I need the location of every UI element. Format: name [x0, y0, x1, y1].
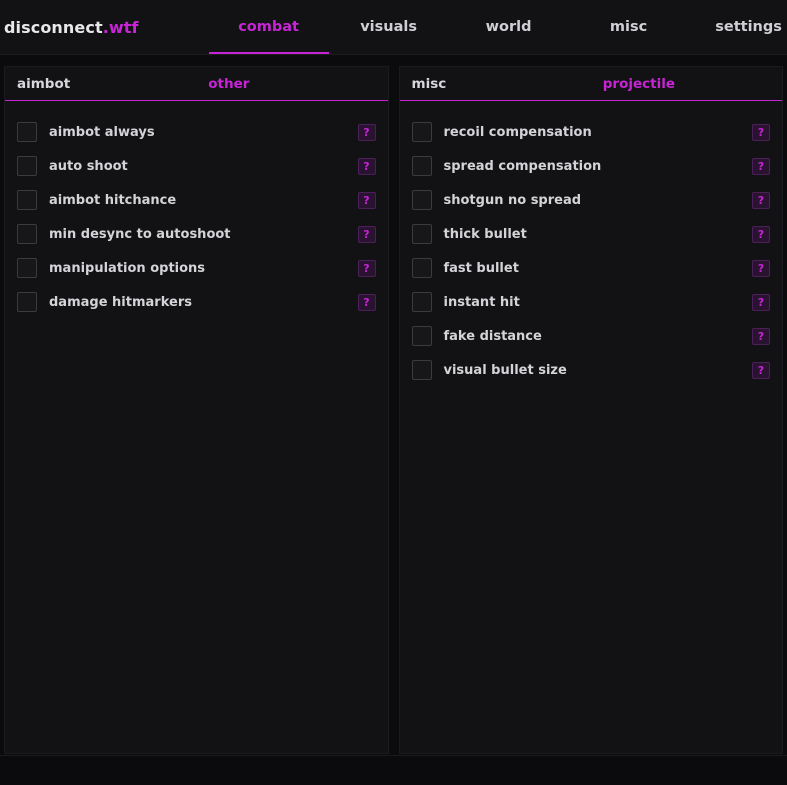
tab-visuals-label: visuals — [360, 19, 417, 35]
list-item[interactable] — [400, 353, 783, 387]
tab-misc[interactable] — [569, 0, 689, 54]
checkbox-damage-hitmarkers[interactable] — [17, 292, 37, 312]
brand-suffix: .wtf — [102, 17, 139, 37]
list-item[interactable] — [5, 285, 388, 319]
panels-container — [0, 56, 787, 785]
list-item-label: instant hit — [443, 294, 520, 310]
help-icon[interactable]: ? — [358, 158, 376, 175]
subtab-projectile[interactable] — [591, 67, 782, 100]
help-icon[interactable]: ? — [752, 192, 770, 209]
checkbox-min-desync-to-autoshoot[interactable] — [17, 224, 37, 244]
help-icon[interactable]: ? — [752, 226, 770, 243]
list-item[interactable] — [400, 217, 783, 251]
subtab-projectile-label: projectile — [602, 75, 675, 92]
list-item-label: min desync to autoshoot — [49, 226, 231, 242]
list-item-label: visual bullet size — [443, 362, 567, 378]
tab-world[interactable] — [449, 0, 569, 54]
list-item[interactable] — [5, 115, 388, 149]
list-item[interactable] — [400, 285, 783, 319]
subtab-misc[interactable] — [400, 67, 591, 100]
tab-combat-label: combat — [238, 19, 299, 35]
help-icon[interactable]: ? — [358, 192, 376, 209]
list-item-label: recoil compensation — [443, 124, 592, 140]
list-item-label: auto shoot — [49, 158, 128, 174]
left-panel-body — [5, 101, 388, 753]
list-item-label: shotgun no spread — [443, 192, 582, 208]
checkbox-recoil-compensation[interactable] — [412, 122, 432, 142]
checkbox-fake-distance[interactable] — [412, 326, 432, 346]
checkbox-auto-shoot[interactable] — [17, 156, 37, 176]
help-icon[interactable]: ? — [752, 158, 770, 175]
checkbox-fast-bullet[interactable] — [412, 258, 432, 278]
tab-settings-label: settings — [715, 19, 782, 35]
checkbox-spread-compensation[interactable] — [412, 156, 432, 176]
help-icon[interactable]: ? — [752, 294, 770, 311]
checkbox-shotgun-no-spread[interactable] — [412, 190, 432, 210]
subtab-other[interactable] — [196, 67, 387, 100]
help-icon[interactable]: ? — [752, 260, 770, 277]
tab-world-label: world — [485, 19, 532, 35]
right-panel — [399, 66, 784, 754]
subtab-other-label: other — [208, 75, 250, 92]
help-icon[interactable]: ? — [752, 124, 770, 141]
list-item-label: aimbot always — [49, 124, 155, 140]
right-panel-tabs — [400, 67, 783, 101]
tab-settings[interactable] — [689, 0, 787, 54]
list-item[interactable] — [5, 251, 388, 285]
brand-main: disconnect — [4, 17, 103, 37]
list-item[interactable] — [5, 217, 388, 251]
list-item-label: aimbot hitchance — [49, 192, 177, 208]
list-item-label: manipulation options — [49, 260, 206, 276]
tab-misc-label: misc — [609, 19, 648, 35]
checkbox-aimbot-hitchance[interactable] — [17, 190, 37, 210]
list-item-label: fast bullet — [443, 260, 519, 276]
bottom-bar — [0, 755, 787, 785]
help-icon[interactable]: ? — [358, 260, 376, 277]
left-panel-tabs — [5, 67, 388, 101]
help-icon[interactable]: ? — [358, 226, 376, 243]
checkbox-instant-hit[interactable] — [412, 292, 432, 312]
checkbox-thick-bullet[interactable] — [412, 224, 432, 244]
checkbox-manipulation-options[interactable] — [17, 258, 37, 278]
checkbox-visual-bullet-size[interactable] — [412, 360, 432, 380]
app-brand — [0, 18, 139, 37]
main-tabs — [209, 0, 787, 54]
list-item[interactable] — [400, 183, 783, 217]
list-item[interactable] — [400, 115, 783, 149]
right-panel-body — [400, 101, 783, 753]
list-item[interactable] — [5, 183, 388, 217]
list-item-label: damage hitmarkers — [49, 294, 192, 310]
checkbox-aimbot-always[interactable] — [17, 122, 37, 142]
help-icon[interactable]: ? — [752, 328, 770, 345]
title-bar — [0, 0, 787, 55]
subtab-aimbot[interactable] — [5, 67, 196, 100]
list-item[interactable] — [5, 149, 388, 183]
list-item-label: thick bullet — [443, 226, 527, 242]
help-icon[interactable]: ? — [752, 362, 770, 379]
list-item[interactable] — [400, 149, 783, 183]
subtab-aimbot-label: aimbot — [17, 75, 71, 92]
list-item[interactable] — [400, 319, 783, 353]
left-panel — [4, 66, 389, 754]
subtab-misc-label: misc — [411, 75, 447, 92]
help-icon[interactable]: ? — [358, 294, 376, 311]
list-item-label: fake distance — [443, 328, 542, 344]
help-icon[interactable]: ? — [358, 124, 376, 141]
list-item-label: spread compensation — [443, 158, 602, 174]
tab-visuals[interactable] — [329, 0, 449, 54]
tab-combat[interactable] — [209, 0, 329, 54]
list-item[interactable] — [400, 251, 783, 285]
